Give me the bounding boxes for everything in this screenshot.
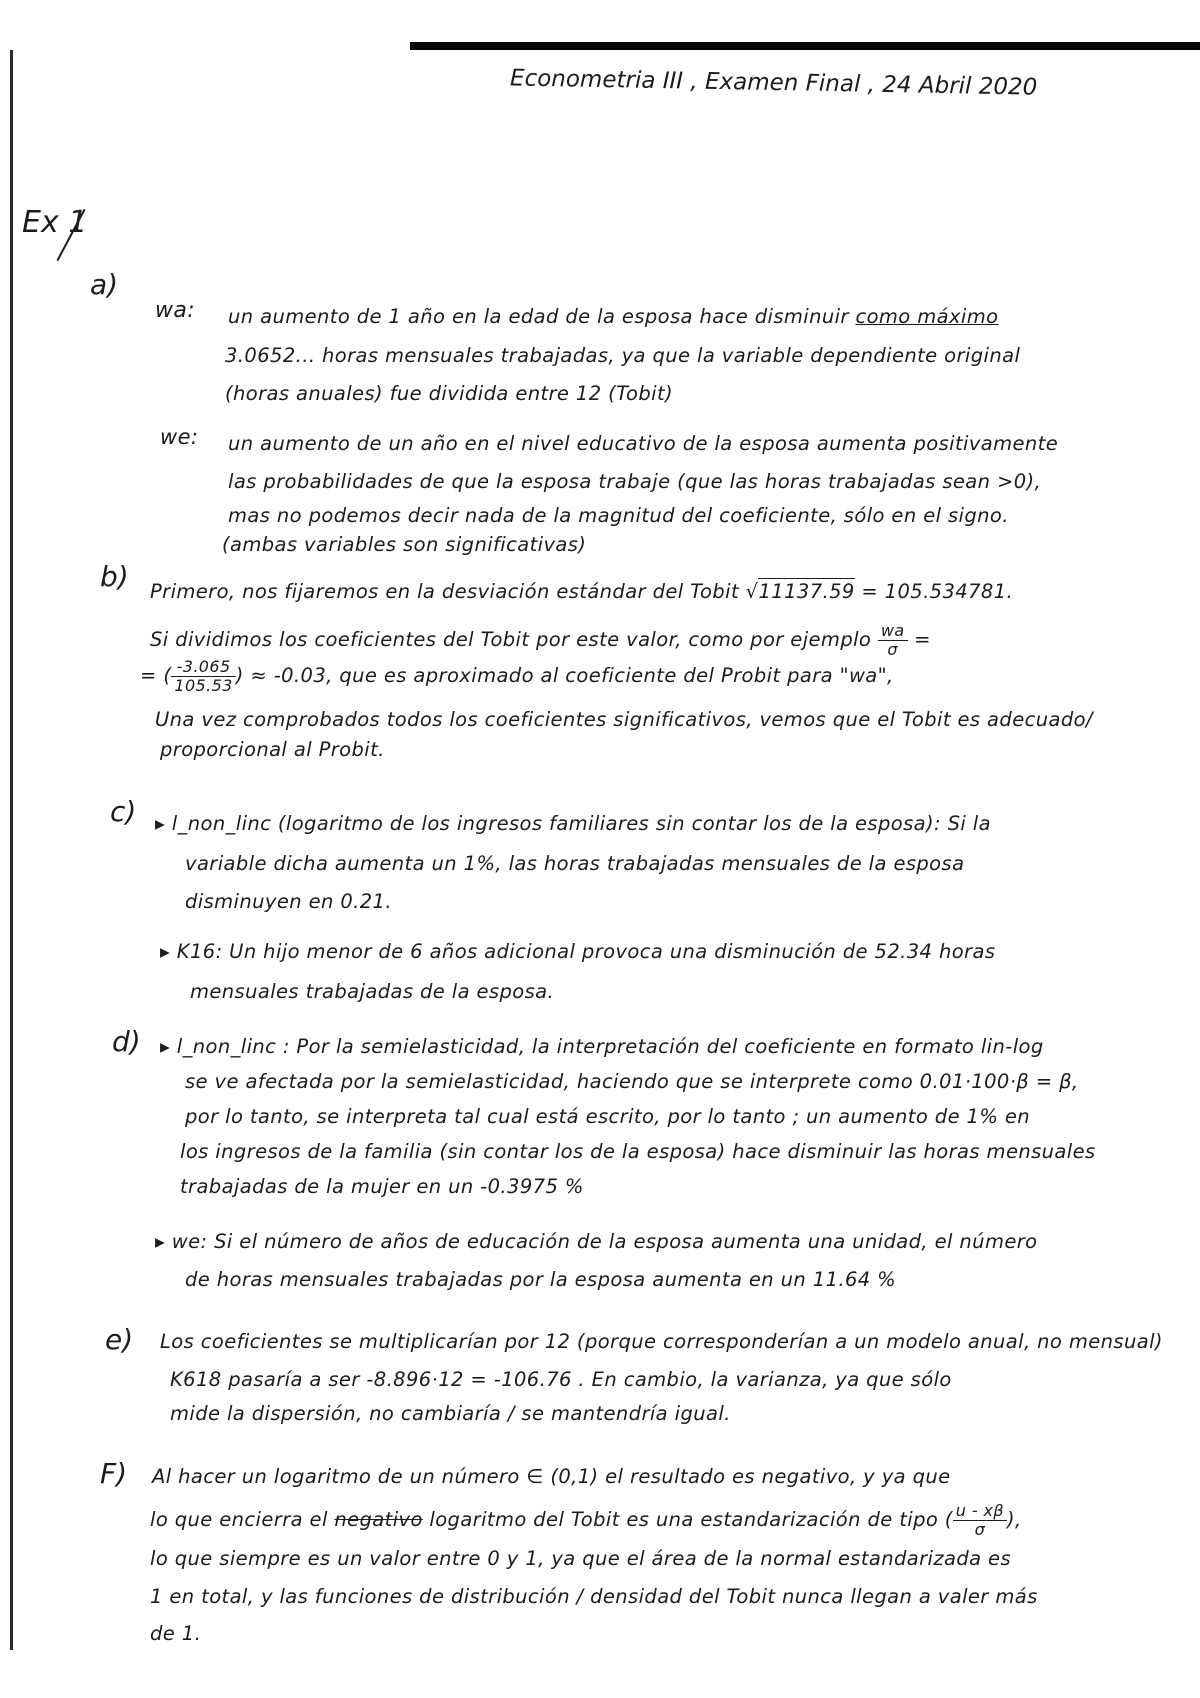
underlined-como-maximo: como máximo bbox=[855, 305, 999, 328]
section-a-wa-line-1: un aumento de 1 año en la edad de la esposa hace disminuir como máximo bbox=[228, 305, 999, 328]
fraction-standardization: $\frac{u - x\beta}{\sigma}$ bbox=[953, 1502, 1007, 1539]
page-title: Econometria III , Examen Final , 24 Abril 2020 bbox=[509, 65, 1038, 101]
section-c-line-4: ▸ K16: Un hijo menor de 6 años adicional provoca una disminución de 52.34 horas bbox=[160, 940, 996, 963]
section-c-letter: c) bbox=[110, 795, 137, 828]
section-d-line-6: ▸ we: Si el número de años de educación de la esposa aumenta una unidad, el número bbox=[155, 1230, 1038, 1253]
section-a-wa-line-2: 3.0652... horas mensuales trabajadas, ya que la variable dependiente original bbox=[225, 344, 1021, 367]
section-f-letter: F) bbox=[100, 1457, 128, 1490]
section-c-line-1: ▸ l_non_linc (logaritmo de los ingresos familiares sin contar los de la esposa): Si la bbox=[155, 812, 991, 835]
section-d-line-5: trabajadas de la mujer en un -0.3975 % bbox=[180, 1175, 584, 1198]
section-a-we-line-3: mas no podemos decir nada de la magnitud del coeficiente, sólo en el signo. bbox=[228, 504, 1009, 527]
section-a-letter: a) bbox=[90, 268, 119, 301]
section-d-line-7: de horas mensuales trabajadas por la esposa aumenta en un 11.64 % bbox=[185, 1268, 897, 1291]
section-a-we-line-4: (ambas variables son significativas) bbox=[222, 533, 587, 556]
section-d-letter: d) bbox=[112, 1025, 141, 1058]
section-e-line-1: Los coeficientes se multiplicarían por 12 (porque corresponderían a un modelo anual, no mensual) bbox=[160, 1330, 1163, 1353]
section-e-line-2: K618 pasaría a ser -8.896·12 = -106.76 . En cambio, la varianza, ya que sólo bbox=[170, 1368, 952, 1391]
section-b-letter: b) bbox=[100, 560, 129, 593]
section-a-we-line-1: un aumento de un año en el nivel educativo de la esposa aumenta positivamente bbox=[228, 432, 1059, 455]
section-a-we-line-2: las probabilidades de que la esposa trabaje (que las horas trabajadas sean >0), bbox=[228, 470, 1042, 493]
section-b-line-5: proporcional al Probit. bbox=[160, 738, 385, 761]
sqrt-variance: 11137.59 bbox=[758, 580, 855, 603]
section-c-line-3: disminuyen en 0.21. bbox=[185, 890, 392, 913]
section-b-line-3: = ( $\frac{-3.065}{105.53}$ ) ≈ -0.03, que es aproximado al coeficiente del Probit para "wa", bbox=[140, 657, 894, 695]
section-d-line-1: ▸ l_non_linc : Por la semielasticidad, la interpretación del coeficiente en formato lin-log bbox=[160, 1035, 1044, 1058]
section-a-wa-line-3: (horas anuales) fue dividida entre 12 (Tobit) bbox=[225, 382, 674, 405]
section-b-line-4: Una vez comprobados todos los coeficientes significativos, vemos que el Tobit es adecuado/ bbox=[155, 708, 1093, 731]
section-f-line-5: de 1. bbox=[150, 1622, 202, 1645]
section-d-line-3: por lo tanto, se interpreta tal cual está escrito, por lo tanto ; un aumento de 1% en bbox=[185, 1105, 1031, 1128]
section-f-line-2: lo que encierra el negativo logaritmo del Tobit es una estandarización de tipo ( $\frac{u - x\beta}{\sigma}$ ), bbox=[150, 1501, 1022, 1539]
scan-top-border bbox=[0, 0, 1200, 50]
exercise-label: Ex 1 bbox=[22, 205, 88, 240]
section-f-line-4: 1 en total, y las funciones de distribución / densidad del Tobit nunca llegan a valer más bbox=[150, 1585, 1038, 1608]
section-b-line-2: Si dividimos los coeficientes del Tobit por este valor, como por ejemplo $\frac{wa}{\sigma}$ = bbox=[150, 621, 931, 659]
section-e-letter: e) bbox=[105, 1323, 134, 1356]
section-d-line-2: se ve afectada por la semielasticidad, haciendo que se interprete como 0.01·100·β = β, bbox=[185, 1070, 1079, 1093]
fraction-wa-sigma: $\frac{wa}{\sigma}$ bbox=[878, 622, 908, 659]
section-a-wa-label: wa: bbox=[155, 298, 196, 323]
section-c-line-5: mensuales trabajadas de la esposa. bbox=[190, 980, 555, 1003]
section-d-line-4: los ingresos de la familia (sin contar los de la esposa) hace disminuir las horas mensuales bbox=[180, 1140, 1096, 1163]
section-a-we-label: we: bbox=[160, 425, 199, 449]
section-b-line-1: Primero, nos fijaremos en la desviación estándar del Tobit √11137.59 = 105.534781. bbox=[150, 580, 1014, 603]
section-e-line-3: mide la dispersión, no cambiaría / se mantendría igual. bbox=[170, 1402, 731, 1425]
section-c-line-2: variable dicha aumenta un 1%, las horas trabajadas mensuales de la esposa bbox=[185, 852, 965, 875]
fraction-coef-over-std: $\frac{-3.065}{105.53}$ bbox=[171, 658, 235, 695]
crossed-out-word: negativo bbox=[334, 1508, 423, 1531]
section-f-line-3: lo que siempre es un valor entre 0 y 1, ya que el área de la normal estandarizada es bbox=[150, 1547, 1012, 1570]
section-f-line-1: Al hacer un logaritmo de un número ∈ (0,1) el resultado es negativo, y ya que bbox=[152, 1465, 951, 1488]
